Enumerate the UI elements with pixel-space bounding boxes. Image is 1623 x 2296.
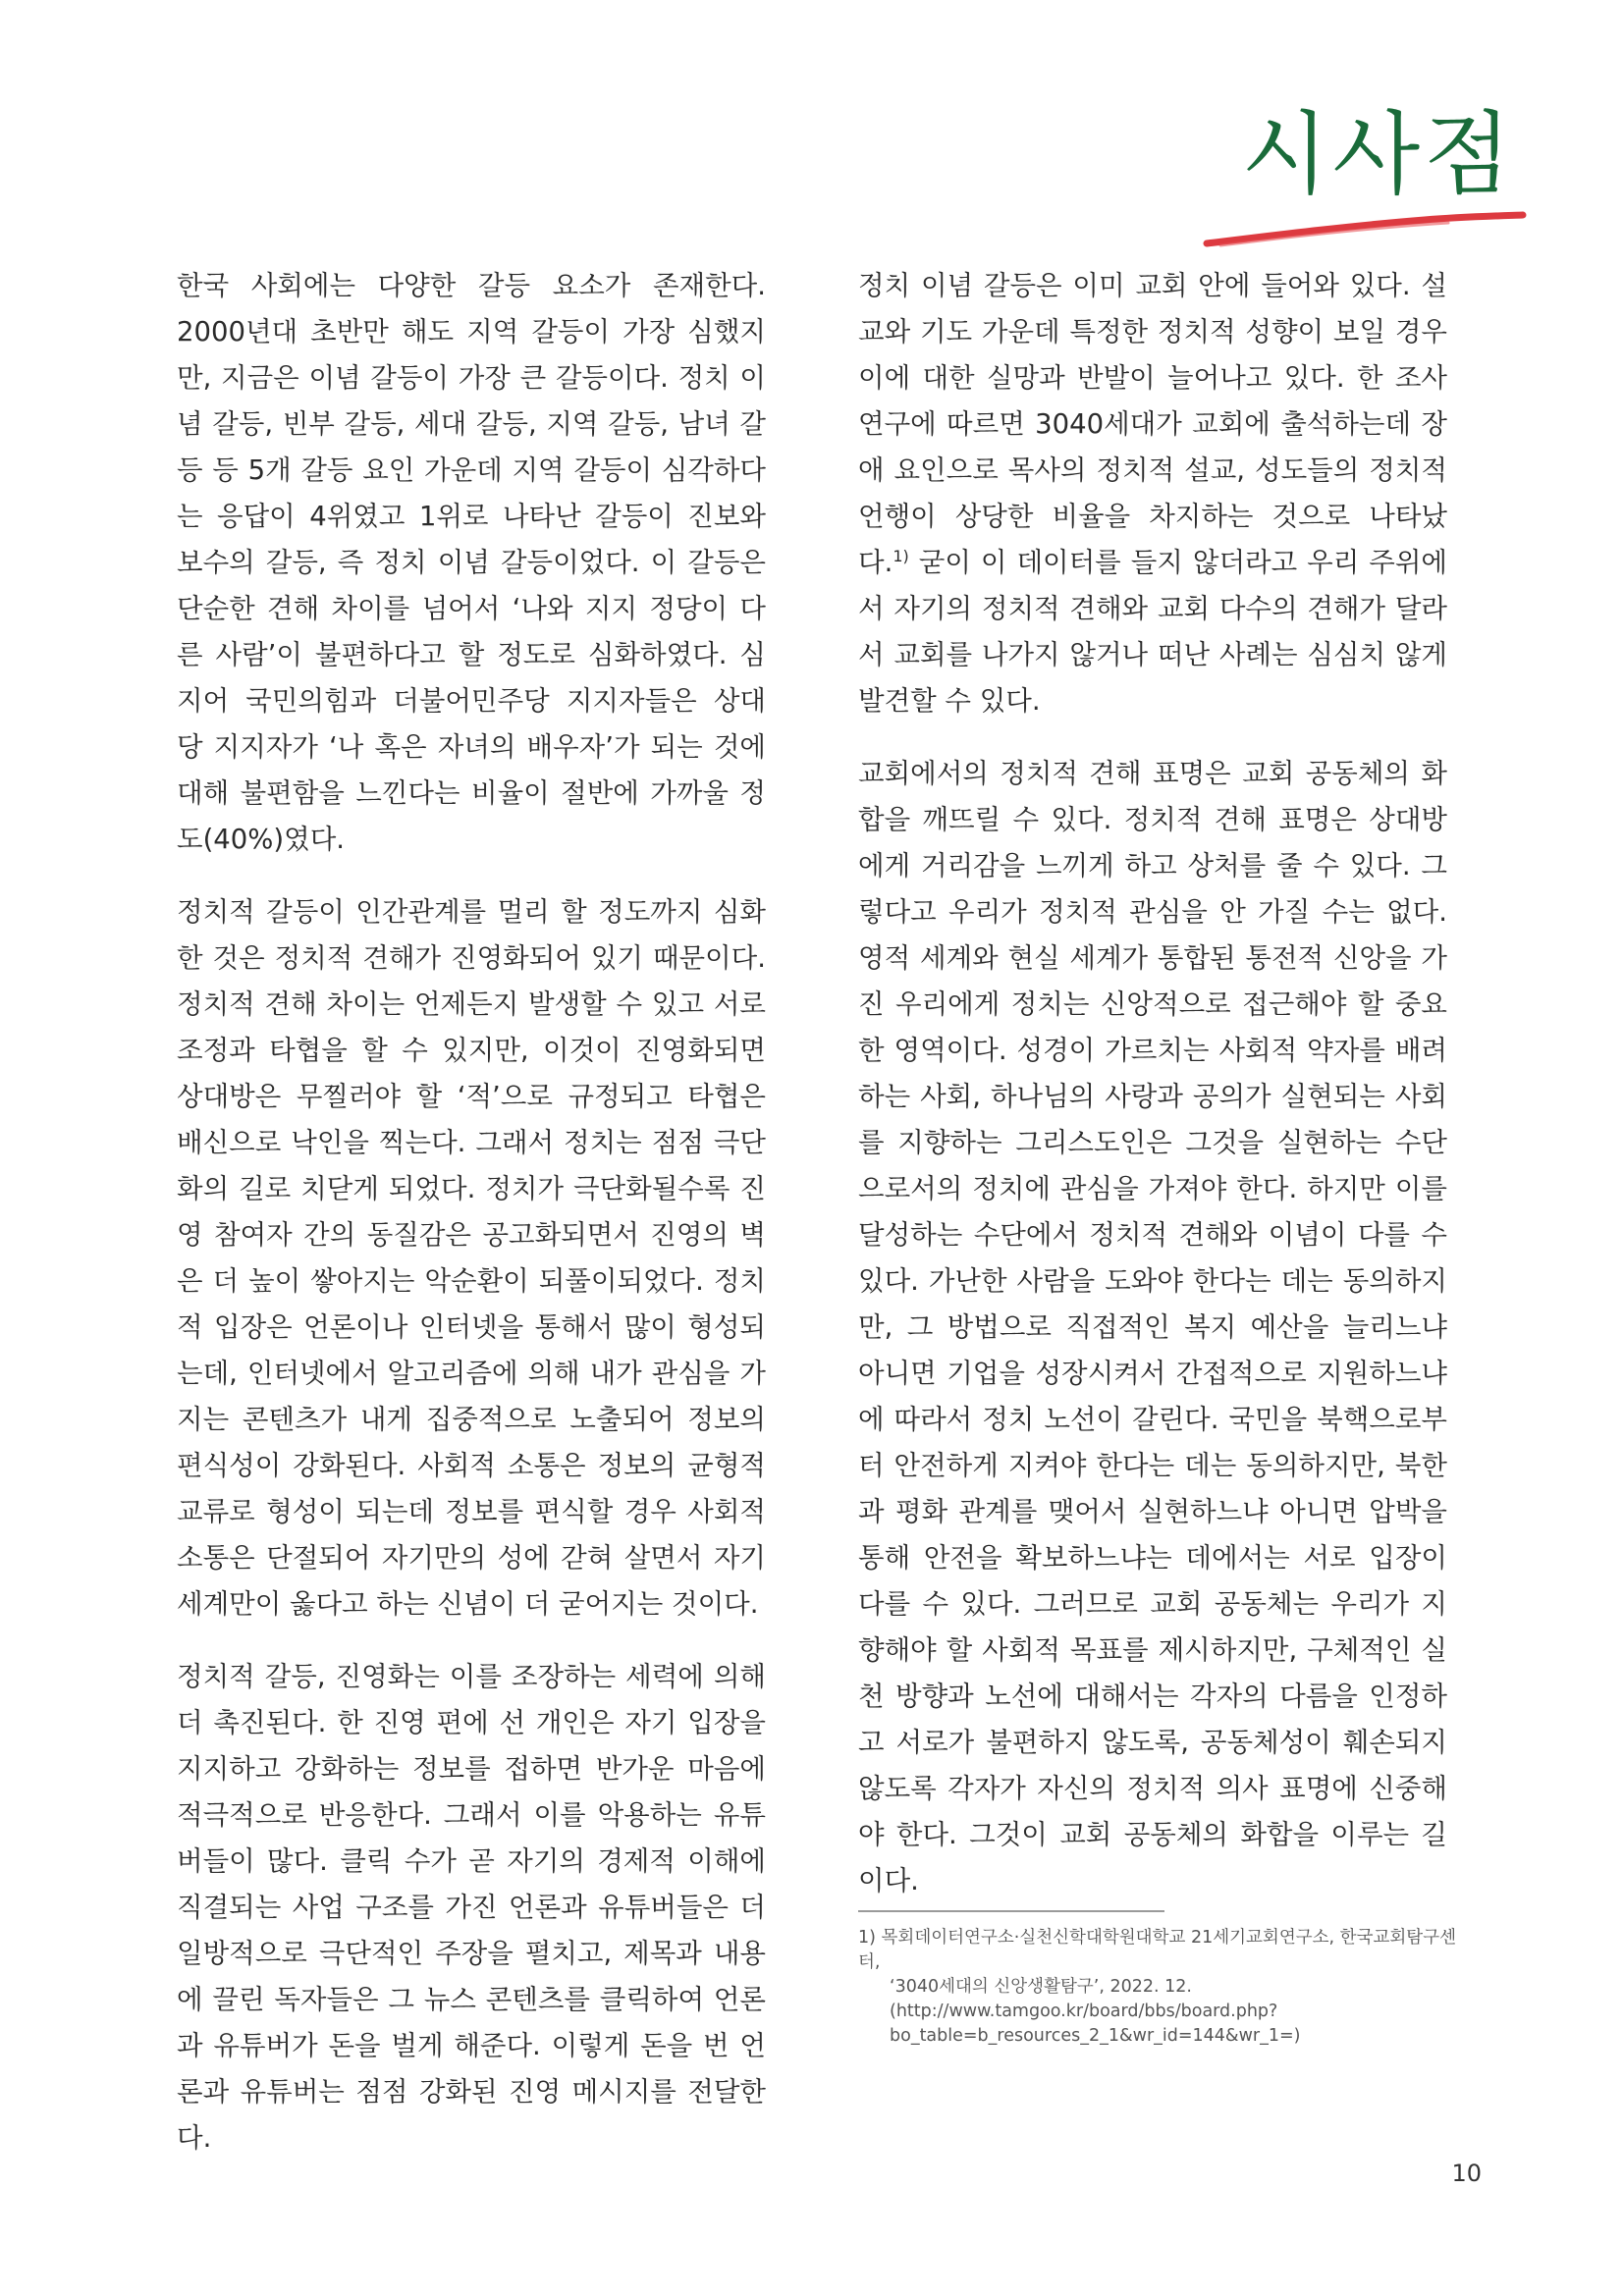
paragraph-text: 굳이 이 데이터를 들지 않더라고 우리 주위에서 자기의 정치적 견해와 교회 다수의 견해가 달라서 교회를 나가지 않거나 떠난 사례는 심심치 않게 발견할 수 있다. [858, 547, 1447, 717]
right-column [858, 263, 1447, 1931]
paragraph: 한국 사회에는 다양한 갈등 요소가 존재한다. 2000년대 초반만 해도 지역 갈등이 가장 심했지만, 지금은 이념 갈등이 가장 큰 갈등이다. 정치 이념 갈등, 빈부 갈등, 세대 갈등, 지역 갈등, 남녀 갈등 등 5개 갈등 요인 가운데 지역 갈등이 심각하다는 응답이 4위였고 1위로 나타난 갈등이 진보와 보수의 갈등, 즉 정치 이념 갈등이었다. 이 갈등은 단순한 견해 차이를 넘어서 ‘나와 지지 정당이 다른 사람’이 불편하다고 할 정도로 심화하였다. 심지어 국민의힘과 더불어민주당 지지자들은 상대 당 지지자가 ‘나 혹은 자녀의 배우자’가 되는 것에 대해 불편함을 느낀다는 비율이 절반에 가까울 정도(40%)였다. [177, 270, 766, 855]
page-title: 시사점 [1241, 102, 1515, 207]
footnote [858, 1926, 1463, 2049]
red-brush-stroke [1203, 206, 1527, 253]
page-number: 10 [1451, 2160, 1482, 2187]
paragraph: 교회에서의 정치적 견해 표명은 교회 공동체의 화합을 깨뜨릴 수 있다. 정치적 견해 표명은 상대방에게 거리감을 느끼게 하고 상처를 줄 수 있다. 그렇다고 우리가 정치적 관심을 안 가질 수는 없다. 영적 세계와 현실 세계가 통합된 통전적 신앙을 가진 우리에게 정치는 신앙적으로 접근해야 할 중요한 영역이다. 성경이 가르치는 사회적 약자를 배려하는 사회, 하나님의 사랑과 공의가 실현되는 사회를 지향하는 그리스도인은 그것을 실현하는 수단으로서의 정치에 관심을 가져야 한다. 하지만 이를 달성하는 수단에서 정치적 견해와 이념이 다를 수 있다. 가난한 사람을 도와야 한다는 데는 동의하지만, 그 방법으로 직접적인 복지 예산을 늘리느냐 아니면 기업을 성장시켜서 간접적으로 지원하느냐에 따라서 정치 노선이 갈린다. 국민을 북핵으로부터 안전하게 지켜야 한다는 데는 동의하지만, 북한과 평화 관계를 맺어서 실현하느냐 아니면 압박을 통해 안전을 확보하느냐는 데에서는 서로 입장이 다를 수 있다. 그러므로 교회 공동체는 우리가 지향해야 할 사회적 목표를 제시하지만, 구체적인 실천 방향과 노선에 대해서는 각자의 다름을 인정하고 서로가 불편하지 않도록, 공동체성이 훼손되지 않도록 각자가 자신의 정치적 의사 표명에 신중해야 한다. 그것이 교회 공동체의 화합을 이루는 길이다. [858, 758, 1447, 1896]
paragraph [858, 263, 1447, 724]
paragraph: 정치적 갈등이 인간관계를 멀리 할 정도까지 심화한 것은 정치적 견해가 진영화되어 있기 때문이다. 정치적 견해 차이는 언제든지 발생할 수 있고 서로 조정과 타협을 할 수 있지만, 이것이 진영화되면 상대방은 무찔러야 할 ‘적’으로 규정되고 타협은 배신으로 낙인을 찍는다. 그래서 정치는 점점 극단화의 길로 치닫게 되었다. 정치가 극단화될수록 진영 참여자 간의 동질감은 공고화되면서 진영의 벽은 더 높이 쌓아지는 악순환이 되풀이되었다. 정치적 입장은 언론이나 인터넷을 통해서 많이 형성되는데, 인터넷에서 알고리즘에 의해 내가 관심을 가지는 콘텐츠가 내게 집중적으로 노출되어 정보의 편식성이 강화된다. 사회적 소통은 정보의 균형적 교류로 형성이 되는데 정보를 편식할 경우 사회적 소통은 단절되어 자기만의 성에 갇혀 살면서 자기 세계만이 옳다고 하는 신념이 더 굳어지는 것이다. [177, 896, 766, 1620]
footnote-line: ‘3040세대의 신앙생활탐구’, 2022. 12. [890, 1977, 1192, 1997]
paragraph: 정치적 갈등, 진영화는 이를 조장하는 세력에 의해 더 촉진된다. 한 진영 편에 선 개인은 자기 입장을 지지하고 강화하는 정보를 접하면 반가운 마음에 적극적으로 반응한다. 그래서 이를 악용하는 유튜버들이 많다. 클릭 수가 곧 자기의 경제적 이해에 직결되는 사업 구조를 가진 언론과 유튜버들은 더 일방적으로 극단적인 주장을 펼치고, 제목과 내용에 끌린 독자들은 그 뉴스 콘텐츠를 클릭하여 언론과 유튜버가 돈을 벌게 해준다. 이렇게 돈을 번 언론과 유튜버는 점점 강화된 진영 메시지를 전달한다. [177, 1661, 766, 2154]
left-column [177, 263, 766, 2188]
footnote-url[interactable]: bo_table=b_resources_2_1&wr_id=144&wr_1=) [890, 2026, 1301, 2046]
footnote-line: 1) 목회데이터연구소·실천신학대학원대학교 21세기교회연구소, 한국교회탐구센터, [858, 1928, 1457, 1972]
footnote-reference[interactable]: 1) [893, 546, 909, 565]
footnote-divider [858, 1910, 1164, 1912]
footnote-url[interactable]: (http://www.tamgoo.kr/board/bbs/board.php? [890, 2002, 1278, 2021]
paragraph-text: 정치 이념 갈등은 이미 교회 안에 들어와 있다. 설교와 기도 가운데 특정한 정치적 성향이 보일 경우 이에 대한 실망과 반발이 늘어나고 있다. 한 조사 연구에 따르면 3040세대가 교회에 출석하는데 장애 요인으로 목사의 정치적 설교, 성도들의 정치적 언행이 상당한 비율을 차지하는 것으로 나타났다. [858, 270, 1447, 578]
